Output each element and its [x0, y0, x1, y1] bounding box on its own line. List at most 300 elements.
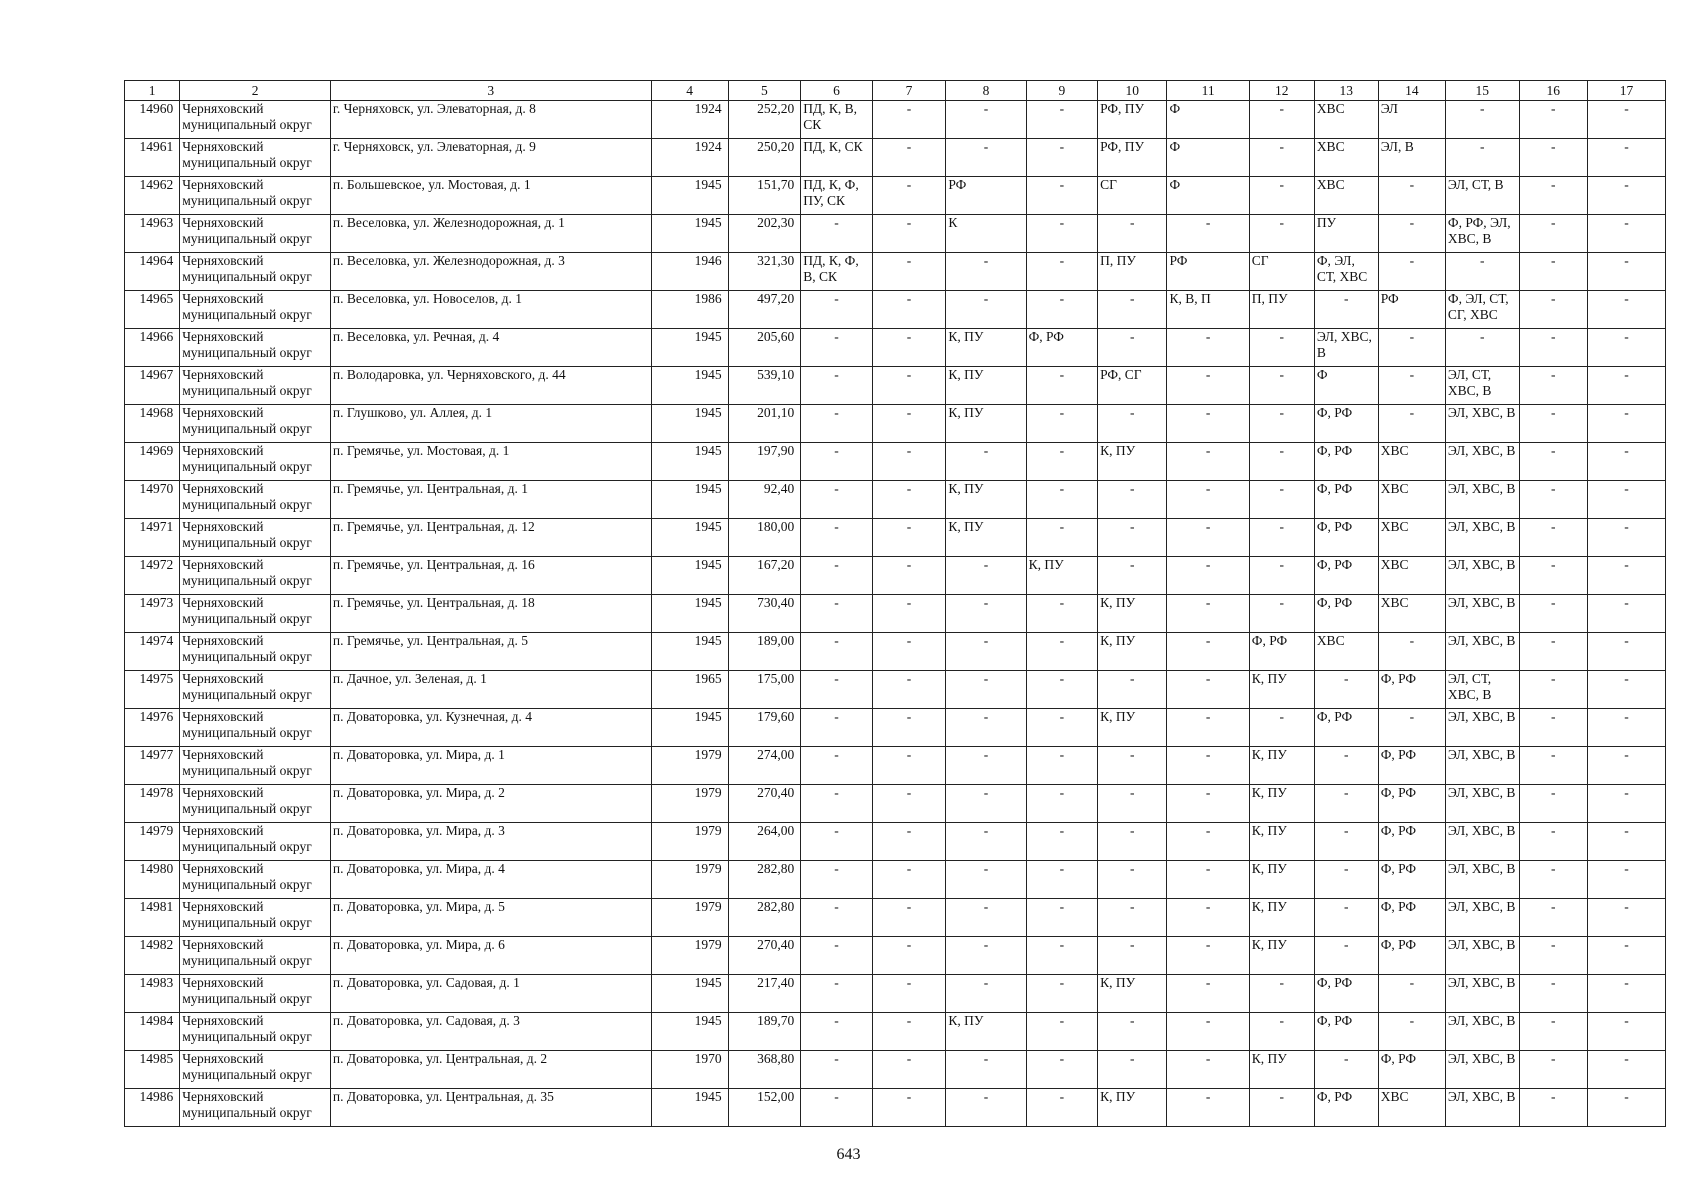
- col-11-cell: -: [1167, 633, 1249, 671]
- col-9-cell: -: [1026, 1013, 1098, 1051]
- col-17-cell: -: [1587, 215, 1665, 253]
- col-8-cell: К, ПУ: [946, 329, 1026, 367]
- table-row: [125, 405, 1666, 443]
- col-6-cell: -: [801, 1089, 873, 1127]
- col-16-cell: -: [1519, 747, 1587, 785]
- col-12-cell: -: [1249, 975, 1314, 1013]
- col-8-cell: -: [946, 975, 1026, 1013]
- column-header-10: 10: [1098, 81, 1167, 101]
- column-header-7: 7: [872, 81, 946, 101]
- table-body: [125, 101, 1666, 1127]
- page-number: 643: [836, 1146, 861, 1163]
- column-number-header-row: [125, 81, 1666, 101]
- area-cell: 730,40: [728, 595, 801, 633]
- col-9-cell: -: [1026, 861, 1098, 899]
- col-16-cell: -: [1519, 633, 1587, 671]
- municipality-cell: Черняховский муниципальный округ: [180, 747, 331, 785]
- area-cell: 201,10: [728, 405, 801, 443]
- col-7-cell: -: [872, 671, 946, 709]
- col-16-cell: -: [1519, 253, 1587, 291]
- col-7-cell: -: [872, 519, 946, 557]
- area-cell: 151,70: [728, 177, 801, 215]
- address-cell: п. Гремячье, ул. Центральная, д. 16: [330, 557, 651, 595]
- col-12-cell: -: [1249, 177, 1314, 215]
- col-8-cell: -: [946, 291, 1026, 329]
- col-12-cell: К, ПУ: [1249, 1051, 1314, 1089]
- col-16-cell: -: [1519, 177, 1587, 215]
- col-13-cell: -: [1314, 823, 1378, 861]
- municipality-cell: Черняховский муниципальный округ: [180, 1013, 331, 1051]
- col-15-cell: ЭЛ, ХВС, В: [1445, 1089, 1519, 1127]
- address-cell: п. Гремячье, ул. Центральная, д. 18: [330, 595, 651, 633]
- col-10-cell: -: [1098, 861, 1167, 899]
- col-12-cell: -: [1249, 329, 1314, 367]
- table-row: [125, 481, 1666, 519]
- col-8-cell: -: [946, 861, 1026, 899]
- record-number-cell: 14982: [125, 937, 180, 975]
- col-6-cell: -: [801, 785, 873, 823]
- table-row: [125, 291, 1666, 329]
- col-14-cell: -: [1378, 975, 1445, 1013]
- column-header-4: 4: [651, 81, 728, 101]
- year-built-cell: 1945: [651, 177, 728, 215]
- col-12-cell: П, ПУ: [1249, 291, 1314, 329]
- year-built-cell: 1945: [651, 519, 728, 557]
- col-16-cell: -: [1519, 937, 1587, 975]
- table-row: [125, 367, 1666, 405]
- col-8-cell: К, ПУ: [946, 519, 1026, 557]
- col-10-cell: -: [1098, 405, 1167, 443]
- col-13-cell: -: [1314, 785, 1378, 823]
- area-cell: 167,20: [728, 557, 801, 595]
- municipality-cell: Черняховский муниципальный округ: [180, 405, 331, 443]
- col-12-cell: -: [1249, 519, 1314, 557]
- address-cell: п. Веселовка, ул. Речная, д. 4: [330, 329, 651, 367]
- col-6-cell: -: [801, 443, 873, 481]
- municipality-cell: Черняховский муниципальный округ: [180, 1089, 331, 1127]
- col-11-cell: -: [1167, 1013, 1249, 1051]
- col-12-cell: -: [1249, 443, 1314, 481]
- col-17-cell: -: [1587, 557, 1665, 595]
- col-14-cell: -: [1378, 633, 1445, 671]
- address-cell: п. Доваторовка, ул. Мира, д. 3: [330, 823, 651, 861]
- col-11-cell: -: [1167, 519, 1249, 557]
- col-12-cell: К, ПУ: [1249, 785, 1314, 823]
- table-row: [125, 101, 1666, 139]
- year-built-cell: 1945: [651, 975, 728, 1013]
- col-10-cell: К, ПУ: [1098, 443, 1167, 481]
- col-9-cell: Ф, РФ: [1026, 329, 1098, 367]
- year-built-cell: 1970: [651, 1051, 728, 1089]
- municipality-cell: Черняховский муниципальный округ: [180, 329, 331, 367]
- col-14-cell: Ф, РФ: [1378, 671, 1445, 709]
- col-9-cell: -: [1026, 823, 1098, 861]
- col-9-cell: -: [1026, 595, 1098, 633]
- col-7-cell: -: [872, 253, 946, 291]
- area-cell: 368,80: [728, 1051, 801, 1089]
- col-7-cell: -: [872, 747, 946, 785]
- address-cell: п. Доваторовка, ул. Мира, д. 5: [330, 899, 651, 937]
- area-cell: 282,80: [728, 899, 801, 937]
- col-10-cell: -: [1098, 937, 1167, 975]
- col-12-cell: К, ПУ: [1249, 937, 1314, 975]
- col-17-cell: -: [1587, 443, 1665, 481]
- address-cell: п. Веселовка, ул. Железнодорожная, д. 3: [330, 253, 651, 291]
- table-row: [125, 633, 1666, 671]
- col-13-cell: -: [1314, 861, 1378, 899]
- col-7-cell: -: [872, 557, 946, 595]
- col-6-cell: -: [801, 1051, 873, 1089]
- municipality-cell: Черняховский муниципальный округ: [180, 481, 331, 519]
- record-number-cell: 14966: [125, 329, 180, 367]
- col-14-cell: Ф, РФ: [1378, 785, 1445, 823]
- col-10-cell: -: [1098, 329, 1167, 367]
- record-number-cell: 14972: [125, 557, 180, 595]
- area-cell: 189,00: [728, 633, 801, 671]
- col-11-cell: -: [1167, 823, 1249, 861]
- col-15-cell: -: [1445, 139, 1519, 177]
- col-15-cell: ЭЛ, ХВС, В: [1445, 443, 1519, 481]
- col-12-cell: К, ПУ: [1249, 823, 1314, 861]
- col-7-cell: -: [872, 709, 946, 747]
- municipality-cell: Черняховский муниципальный округ: [180, 291, 331, 329]
- address-cell: п. Доваторовка, ул. Центральная, д. 35: [330, 1089, 651, 1127]
- col-17-cell: -: [1587, 1089, 1665, 1127]
- col-9-cell: -: [1026, 671, 1098, 709]
- record-number-cell: 14980: [125, 861, 180, 899]
- col-11-cell: РФ: [1167, 253, 1249, 291]
- col-8-cell: К, ПУ: [946, 1013, 1026, 1051]
- col-12-cell: -: [1249, 709, 1314, 747]
- col-11-cell: -: [1167, 215, 1249, 253]
- column-header-6: 6: [801, 81, 873, 101]
- col-8-cell: -: [946, 443, 1026, 481]
- col-11-cell: -: [1167, 861, 1249, 899]
- address-cell: п. Доваторовка, ул. Мира, д. 1: [330, 747, 651, 785]
- address-cell: п. Володаровка, ул. Черняховского, д. 44: [330, 367, 651, 405]
- col-16-cell: -: [1519, 443, 1587, 481]
- col-9-cell: -: [1026, 101, 1098, 139]
- col-14-cell: -: [1378, 405, 1445, 443]
- record-number-cell: 14977: [125, 747, 180, 785]
- municipality-cell: Черняховский муниципальный округ: [180, 1051, 331, 1089]
- col-9-cell: -: [1026, 709, 1098, 747]
- col-7-cell: -: [872, 291, 946, 329]
- col-13-cell: Ф, РФ: [1314, 405, 1378, 443]
- col-10-cell: РФ, ПУ: [1098, 101, 1167, 139]
- year-built-cell: 1979: [651, 747, 728, 785]
- housing-register-table: [124, 80, 1666, 1127]
- col-15-cell: ЭЛ, ХВС, В: [1445, 405, 1519, 443]
- col-9-cell: -: [1026, 519, 1098, 557]
- col-13-cell: ПУ: [1314, 215, 1378, 253]
- col-13-cell: -: [1314, 747, 1378, 785]
- col-13-cell: Ф, РФ: [1314, 519, 1378, 557]
- col-9-cell: -: [1026, 785, 1098, 823]
- record-number-cell: 14964: [125, 253, 180, 291]
- address-cell: п. Дачное, ул. Зеленая, д. 1: [330, 671, 651, 709]
- col-17-cell: -: [1587, 253, 1665, 291]
- col-7-cell: -: [872, 861, 946, 899]
- col-9-cell: -: [1026, 899, 1098, 937]
- col-7-cell: -: [872, 139, 946, 177]
- col-16-cell: -: [1519, 1051, 1587, 1089]
- col-15-cell: ЭЛ, ХВС, В: [1445, 823, 1519, 861]
- col-17-cell: -: [1587, 1013, 1665, 1051]
- col-10-cell: К, ПУ: [1098, 633, 1167, 671]
- col-7-cell: -: [872, 595, 946, 633]
- col-10-cell: К, ПУ: [1098, 975, 1167, 1013]
- municipality-cell: Черняховский муниципальный округ: [180, 937, 331, 975]
- col-11-cell: -: [1167, 1051, 1249, 1089]
- col-16-cell: -: [1519, 709, 1587, 747]
- area-cell: 539,10: [728, 367, 801, 405]
- table-row: [125, 177, 1666, 215]
- col-9-cell: -: [1026, 291, 1098, 329]
- col-8-cell: РФ: [946, 177, 1026, 215]
- col-13-cell: -: [1314, 291, 1378, 329]
- col-10-cell: РФ, СГ: [1098, 367, 1167, 405]
- col-9-cell: -: [1026, 405, 1098, 443]
- municipality-cell: Черняховский муниципальный округ: [180, 595, 331, 633]
- col-16-cell: -: [1519, 291, 1587, 329]
- col-15-cell: -: [1445, 101, 1519, 139]
- col-9-cell: -: [1026, 747, 1098, 785]
- col-13-cell: -: [1314, 671, 1378, 709]
- col-6-cell: -: [801, 671, 873, 709]
- year-built-cell: 1945: [651, 443, 728, 481]
- col-17-cell: -: [1587, 823, 1665, 861]
- col-9-cell: -: [1026, 937, 1098, 975]
- col-6-cell: -: [801, 975, 873, 1013]
- col-17-cell: -: [1587, 405, 1665, 443]
- col-9-cell: -: [1026, 975, 1098, 1013]
- col-6-cell: ПД, К, Ф, В, СК: [801, 253, 873, 291]
- col-10-cell: К, ПУ: [1098, 1089, 1167, 1127]
- col-12-cell: -: [1249, 1089, 1314, 1127]
- col-6-cell: -: [801, 823, 873, 861]
- table-row: [125, 861, 1666, 899]
- col-17-cell: -: [1587, 633, 1665, 671]
- col-12-cell: -: [1249, 1013, 1314, 1051]
- col-7-cell: -: [872, 481, 946, 519]
- col-10-cell: -: [1098, 899, 1167, 937]
- col-16-cell: -: [1519, 101, 1587, 139]
- col-17-cell: -: [1587, 899, 1665, 937]
- column-header-9: 9: [1026, 81, 1098, 101]
- column-header-13: 13: [1314, 81, 1378, 101]
- record-number-cell: 14963: [125, 215, 180, 253]
- table-row: [125, 937, 1666, 975]
- record-number-cell: 14969: [125, 443, 180, 481]
- col-10-cell: -: [1098, 671, 1167, 709]
- address-cell: г. Черняховск, ул. Элеваторная, д. 9: [330, 139, 651, 177]
- record-number-cell: 14976: [125, 709, 180, 747]
- address-cell: п. Доваторовка, ул. Садовая, д. 1: [330, 975, 651, 1013]
- year-built-cell: 1945: [651, 329, 728, 367]
- year-built-cell: 1924: [651, 139, 728, 177]
- col-13-cell: -: [1314, 937, 1378, 975]
- col-12-cell: К, ПУ: [1249, 671, 1314, 709]
- col-11-cell: -: [1167, 405, 1249, 443]
- col-6-cell: ПД, К, Ф, ПУ, СК: [801, 177, 873, 215]
- col-16-cell: -: [1519, 405, 1587, 443]
- record-number-cell: 14979: [125, 823, 180, 861]
- area-cell: 202,30: [728, 215, 801, 253]
- col-15-cell: ЭЛ, ХВС, В: [1445, 937, 1519, 975]
- col-12-cell: -: [1249, 595, 1314, 633]
- col-17-cell: -: [1587, 101, 1665, 139]
- area-cell: 217,40: [728, 975, 801, 1013]
- col-11-cell: -: [1167, 595, 1249, 633]
- year-built-cell: 1946: [651, 253, 728, 291]
- municipality-cell: Черняховский муниципальный округ: [180, 861, 331, 899]
- year-built-cell: 1965: [651, 671, 728, 709]
- col-11-cell: Ф: [1167, 101, 1249, 139]
- table-row: [125, 215, 1666, 253]
- record-number-cell: 14986: [125, 1089, 180, 1127]
- col-14-cell: -: [1378, 709, 1445, 747]
- col-16-cell: -: [1519, 215, 1587, 253]
- col-6-cell: -: [801, 709, 873, 747]
- year-built-cell: 1945: [651, 215, 728, 253]
- col-11-cell: -: [1167, 557, 1249, 595]
- col-6-cell: -: [801, 405, 873, 443]
- col-15-cell: Ф, РФ, ЭЛ, ХВС, В: [1445, 215, 1519, 253]
- col-11-cell: Ф: [1167, 139, 1249, 177]
- col-6-cell: -: [801, 1013, 873, 1051]
- col-16-cell: -: [1519, 671, 1587, 709]
- record-number-cell: 14974: [125, 633, 180, 671]
- col-15-cell: ЭЛ, СТ, ХВС, В: [1445, 367, 1519, 405]
- col-14-cell: ХВС: [1378, 1089, 1445, 1127]
- area-cell: 282,80: [728, 861, 801, 899]
- table-row: [125, 557, 1666, 595]
- col-10-cell: -: [1098, 519, 1167, 557]
- col-13-cell: ХВС: [1314, 633, 1378, 671]
- col-6-cell: ПД, К, СК: [801, 139, 873, 177]
- col-12-cell: Ф, РФ: [1249, 633, 1314, 671]
- record-number-cell: 14970: [125, 481, 180, 519]
- col-8-cell: К, ПУ: [946, 367, 1026, 405]
- col-15-cell: ЭЛ, ХВС, В: [1445, 1051, 1519, 1089]
- col-6-cell: -: [801, 633, 873, 671]
- col-10-cell: -: [1098, 215, 1167, 253]
- col-8-cell: -: [946, 1089, 1026, 1127]
- col-10-cell: -: [1098, 823, 1167, 861]
- column-header-8: 8: [946, 81, 1026, 101]
- col-6-cell: -: [801, 215, 873, 253]
- col-8-cell: -: [946, 139, 1026, 177]
- col-8-cell: К, ПУ: [946, 405, 1026, 443]
- col-17-cell: -: [1587, 709, 1665, 747]
- col-12-cell: СГ: [1249, 253, 1314, 291]
- col-10-cell: -: [1098, 1013, 1167, 1051]
- year-built-cell: 1945: [651, 595, 728, 633]
- year-built-cell: 1945: [651, 709, 728, 747]
- area-cell: 252,20: [728, 101, 801, 139]
- col-15-cell: ЭЛ, ХВС, В: [1445, 861, 1519, 899]
- area-cell: 270,40: [728, 785, 801, 823]
- col-15-cell: ЭЛ, ХВС, В: [1445, 899, 1519, 937]
- col-17-cell: -: [1587, 671, 1665, 709]
- record-number-cell: 14981: [125, 899, 180, 937]
- col-7-cell: -: [872, 329, 946, 367]
- col-10-cell: -: [1098, 481, 1167, 519]
- col-7-cell: -: [872, 215, 946, 253]
- col-17-cell: -: [1587, 1051, 1665, 1089]
- municipality-cell: Черняховский муниципальный округ: [180, 975, 331, 1013]
- col-12-cell: К, ПУ: [1249, 899, 1314, 937]
- col-14-cell: ХВС: [1378, 557, 1445, 595]
- col-13-cell: Ф, РФ: [1314, 595, 1378, 633]
- col-15-cell: ЭЛ, ХВС, В: [1445, 519, 1519, 557]
- col-12-cell: -: [1249, 367, 1314, 405]
- area-cell: 264,00: [728, 823, 801, 861]
- table-row: [125, 253, 1666, 291]
- col-14-cell: -: [1378, 329, 1445, 367]
- col-10-cell: К, ПУ: [1098, 709, 1167, 747]
- col-9-cell: -: [1026, 481, 1098, 519]
- col-15-cell: ЭЛ, ХВС, В: [1445, 709, 1519, 747]
- table-row: [125, 671, 1666, 709]
- year-built-cell: 1945: [651, 633, 728, 671]
- col-11-cell: К, В, П: [1167, 291, 1249, 329]
- col-13-cell: ХВС: [1314, 177, 1378, 215]
- col-14-cell: ХВС: [1378, 443, 1445, 481]
- col-6-cell: -: [801, 519, 873, 557]
- col-9-cell: -: [1026, 253, 1098, 291]
- col-14-cell: Ф, РФ: [1378, 899, 1445, 937]
- col-8-cell: К: [946, 215, 1026, 253]
- col-16-cell: -: [1519, 823, 1587, 861]
- col-16-cell: -: [1519, 899, 1587, 937]
- address-cell: п. Веселовка, ул. Новоселов, д. 1: [330, 291, 651, 329]
- col-10-cell: -: [1098, 291, 1167, 329]
- table-row: [125, 823, 1666, 861]
- col-13-cell: -: [1314, 1051, 1378, 1089]
- year-built-cell: 1979: [651, 861, 728, 899]
- col-6-cell: -: [801, 329, 873, 367]
- col-17-cell: -: [1587, 937, 1665, 975]
- col-17-cell: -: [1587, 139, 1665, 177]
- col-6-cell: -: [801, 367, 873, 405]
- col-13-cell: ЭЛ, ХВС, В: [1314, 329, 1378, 367]
- column-header-17: 17: [1587, 81, 1665, 101]
- record-number-cell: 14962: [125, 177, 180, 215]
- area-cell: 189,70: [728, 1013, 801, 1051]
- col-10-cell: -: [1098, 785, 1167, 823]
- municipality-cell: Черняховский муниципальный округ: [180, 367, 331, 405]
- col-16-cell: -: [1519, 861, 1587, 899]
- col-7-cell: -: [872, 177, 946, 215]
- year-built-cell: 1924: [651, 101, 728, 139]
- area-cell: 179,60: [728, 709, 801, 747]
- col-9-cell: -: [1026, 1051, 1098, 1089]
- address-cell: п. Доваторовка, ул. Центральная, д. 2: [330, 1051, 651, 1089]
- record-number-cell: 14960: [125, 101, 180, 139]
- col-7-cell: -: [872, 1013, 946, 1051]
- col-16-cell: -: [1519, 1089, 1587, 1127]
- column-header-15: 15: [1445, 81, 1519, 101]
- column-header-11: 11: [1167, 81, 1249, 101]
- col-13-cell: Ф, РФ: [1314, 557, 1378, 595]
- col-10-cell: СГ: [1098, 177, 1167, 215]
- municipality-cell: Черняховский муниципальный округ: [180, 709, 331, 747]
- table-row: [125, 747, 1666, 785]
- year-built-cell: 1945: [651, 1089, 728, 1127]
- table-row: [125, 443, 1666, 481]
